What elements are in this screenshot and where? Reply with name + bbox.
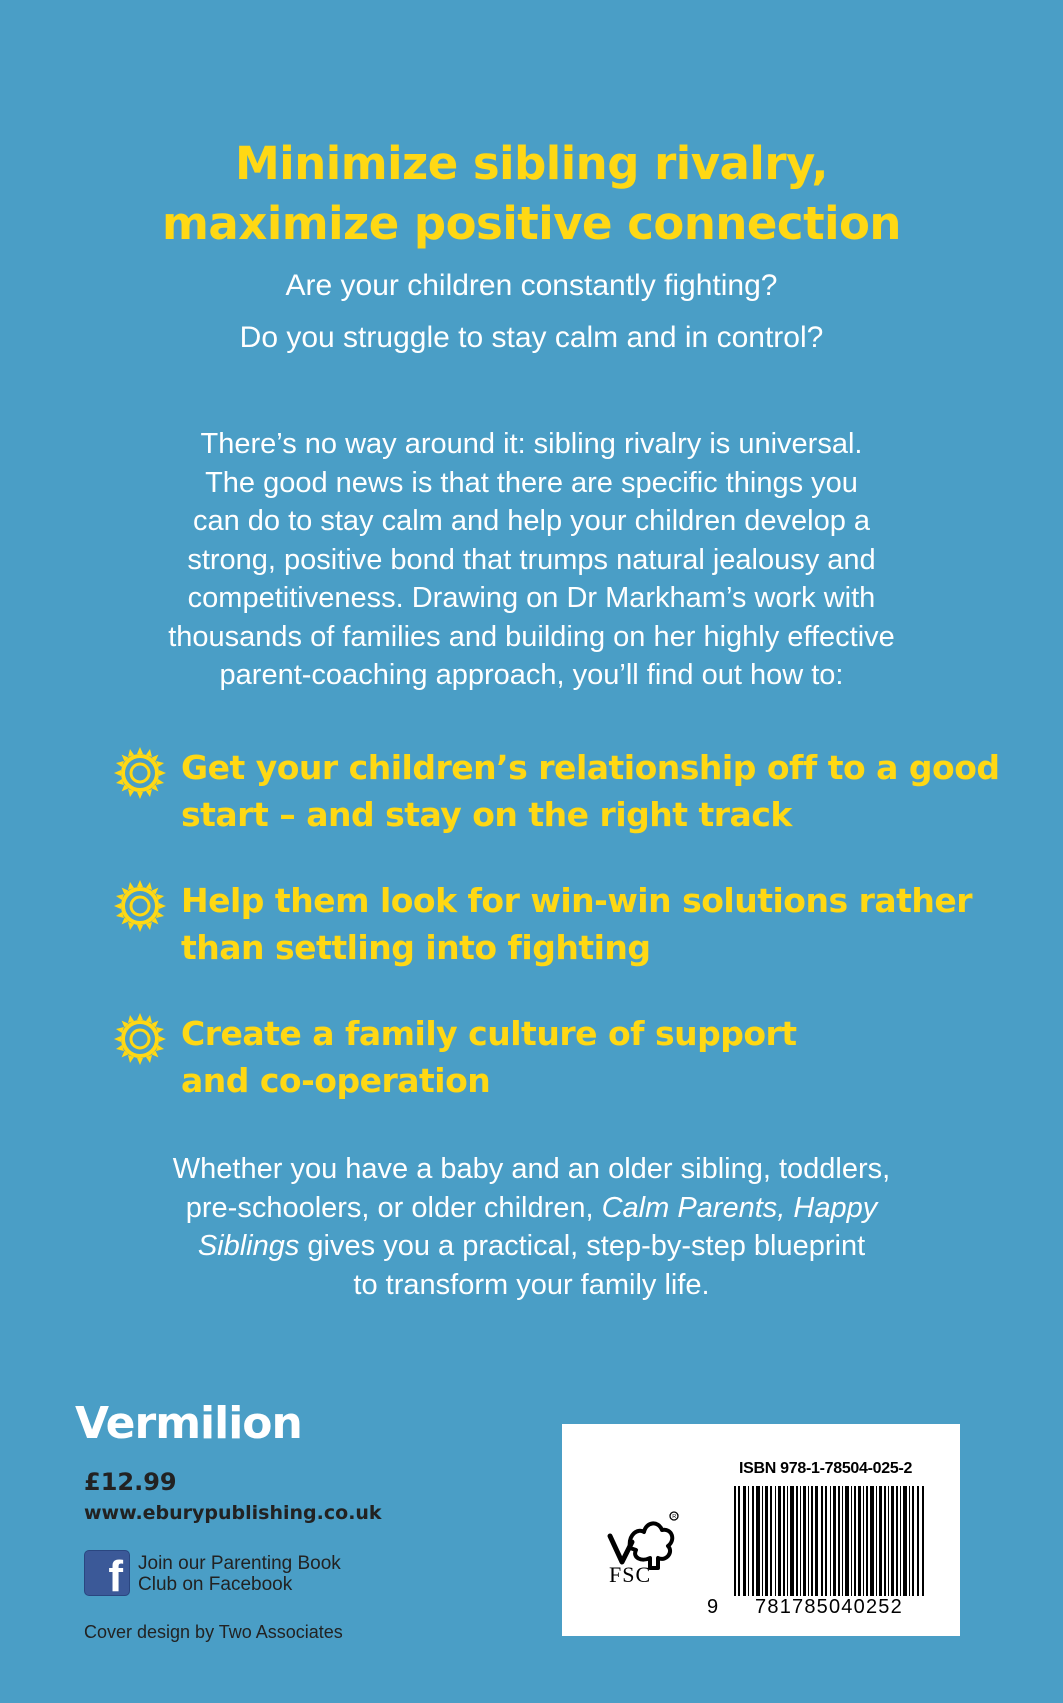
bullet-text [181,1010,1001,1104]
sun-icon [113,746,167,800]
bullet-text [181,877,1001,971]
barcode-panel [562,1424,960,1636]
book-title-part: Siblings [197,1230,300,1262]
intro-paragraph [100,425,963,695]
barcode-bars [734,1486,924,1604]
facebook-f-glyph: f [108,1552,123,1601]
closing-line: to transform your family life. [353,1268,710,1301]
sun-icon [113,1012,167,1066]
fsc-label: FSC [609,1562,652,1587]
question-1: Are your children constantly fighting? [285,269,778,302]
publisher-logo: Vermilion [75,1398,302,1449]
headline [0,134,1063,254]
website-link[interactable]: www.eburypublishing.co.uk [84,1502,382,1524]
svg-text:R: R [672,1514,677,1520]
intro-line: strong, positive bond that trumps natural jealousy and [187,543,876,576]
closing-line [100,1227,963,1266]
bullet-line: and co-operation [181,1061,491,1100]
closing-text: gives you a practical, step-by-step blueprint [299,1230,866,1262]
intro-line: competitiveness. Drawing on Dr Markham’s work with [187,582,876,614]
closing-line [100,1189,963,1228]
bullet-line: than settling into fighting [181,928,651,967]
design-credit: Cover design by Two Associates [84,1622,343,1642]
bullet-line: start – and stay on the right track [181,795,792,834]
price: £12.99 [84,1468,177,1496]
bullet-line: Get your children’s relationship off to a good [181,748,1000,787]
ean-digits: 781785040252 [734,1596,924,1620]
bullet-text [181,744,1001,838]
facebook-promo[interactable] [138,1553,388,1595]
intro-line: can do to stay calm and help your children develop a [192,505,871,537]
closing-line: Whether you have a baby and an older sibling, toddlers, [172,1153,891,1185]
headline-line-1: Minimize sibling rivalry, [235,137,828,190]
facebook-line: Join our Parenting Book [138,1553,341,1574]
headline-line-2: maximize positive connection [162,197,901,250]
intro-line: thousands of families and building on her highly effective [168,620,895,653]
bullet-line: Help them look for win-win solutions rather [181,881,973,920]
question-2: Do you struggle to stay calm and in control? [239,321,824,354]
closing-paragraph [100,1150,963,1304]
intro-line: parent-coaching approach, you’ll find out how to: [219,659,844,691]
book-title-part: Calm Parents, Happy [601,1191,878,1224]
intro-line: There’s no way around it: sibling rivalry is universal. [200,428,863,460]
bullet-line: Create a family culture of support [181,1014,797,1053]
closing-text: pre-schoolers, or older children, [185,1191,602,1224]
intro-line: The good news is that there are specific things you [205,466,858,499]
isbn-number: ISBN 978-1-78504-025-2 [739,1460,913,1477]
sun-icon [113,879,167,933]
facebook-icon[interactable] [84,1550,130,1601]
ean-first-digit: 9 [707,1596,719,1618]
facebook-line: Club on Facebook [138,1574,293,1595]
